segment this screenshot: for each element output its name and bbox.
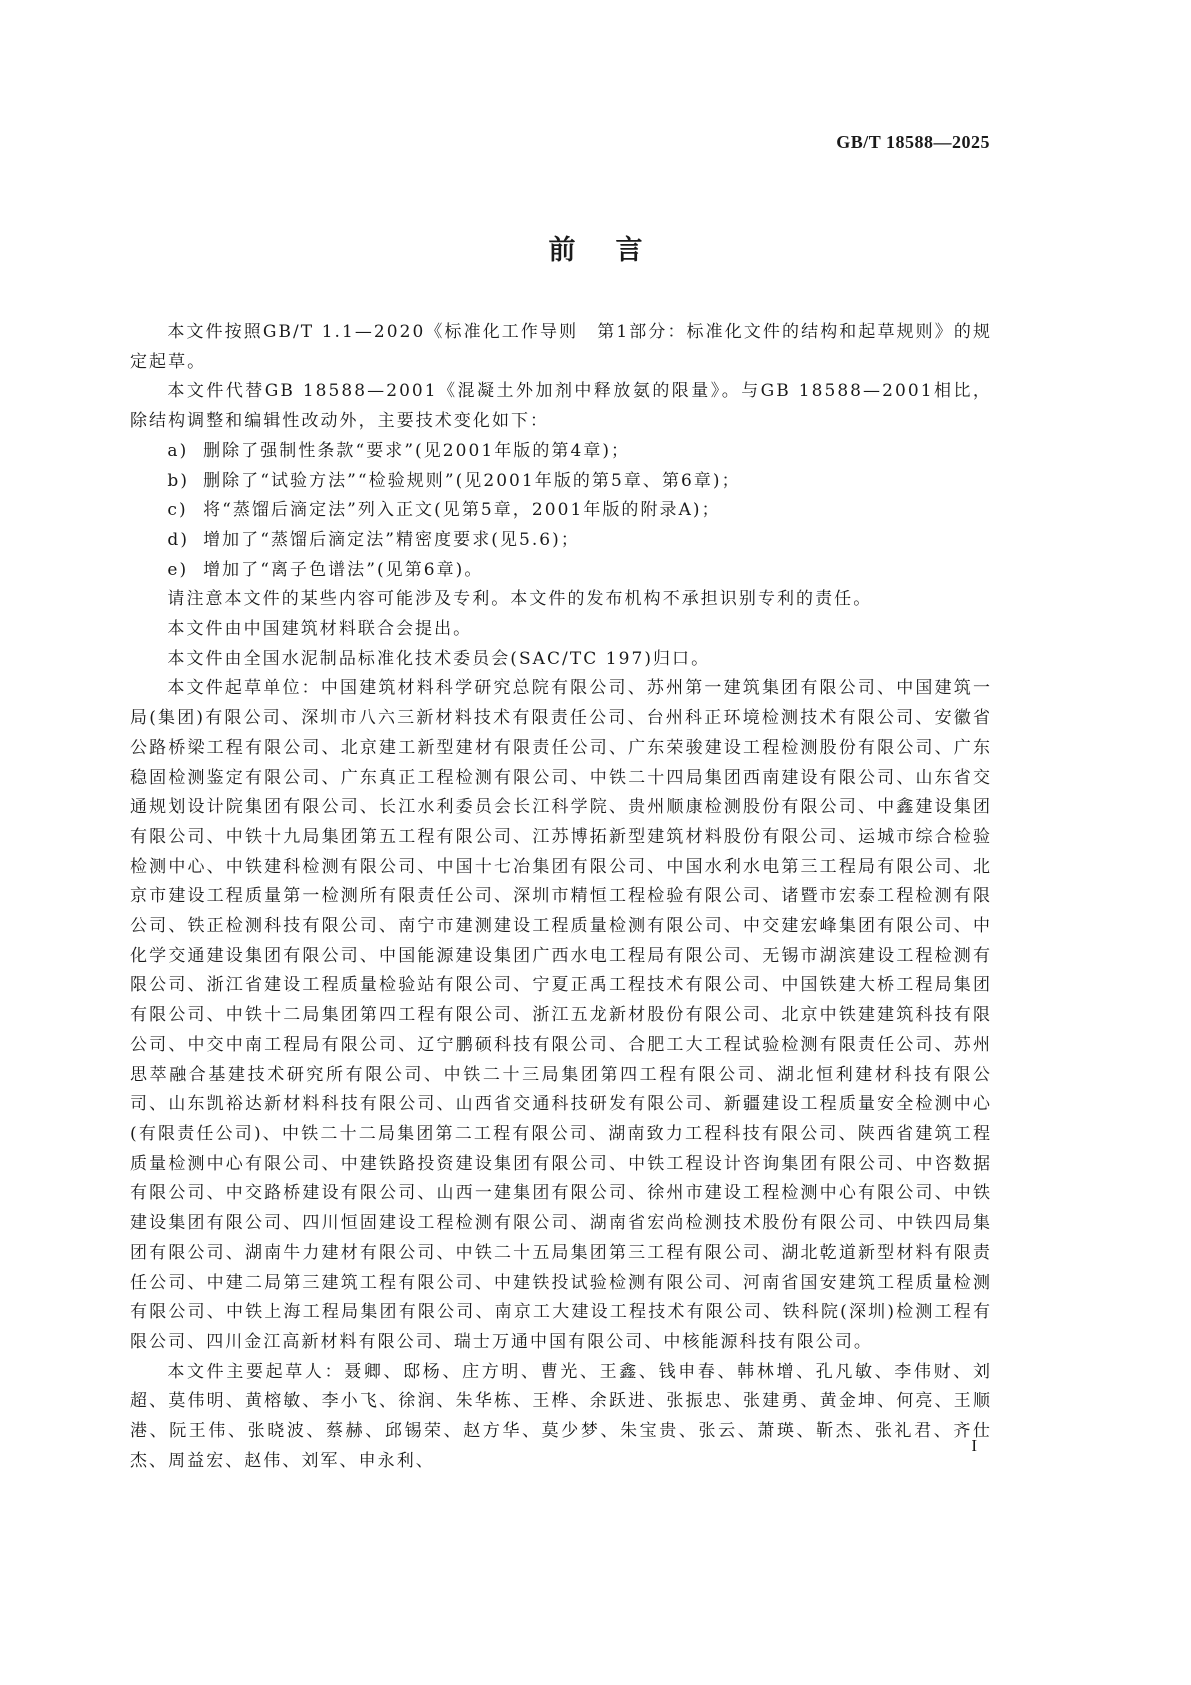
change-item: [130, 526, 992, 556]
paragraph-drafting-rules: 本文件按照GB/T 1.1—2020《标准化工作导则 第1部分：标准化文件的结构和起草规则》的规定起草。: [130, 322, 992, 372]
page-title: 前言: [548, 235, 683, 266]
change-item-label: a): [167, 440, 189, 461]
paragraph-replacement: 本文件代替GB 18588—2001《混凝土外加剂中释放氨的限量》。与GB 18588—2001相比，除结构调整和编辑性改动外，主要技术变化如下：: [130, 381, 992, 432]
change-item-text: 增加了“离子色谱法”(见第6章)。: [203, 559, 484, 580]
change-item: [130, 556, 992, 586]
change-item: [130, 437, 992, 467]
change-item-text: 删除了“试验方法”“检验规则”(见2001年版的第5章、第6章)；: [203, 470, 741, 491]
paragraph-committee: 本文件由全国水泥制品标准化技术委员会(SAC/TC 197)归口。: [167, 648, 711, 669]
standard-number-header: GB/T 18588—2025: [836, 132, 990, 152]
foreword-body: [130, 318, 992, 1476]
change-item-label: b): [167, 470, 190, 491]
page-number: I: [971, 1436, 977, 1455]
paragraph-drafting-units: 本文件起草单位：中国建筑材料科学研究总院有限公司、苏州第一建筑集团有限公司、中国建筑一局(集团)有限公司、深圳市八六三新材料技术有限责任公司、台州科正环境检测技术有限公司、安徽省公路桥梁工程有限公司、北京建工新型建材有限责任公司、广东荣骏建设工程检测股份有限公司、广东稳固检测鉴定有限公司、广东真正工程检测有限公司、中铁二十四局集团西南建设有限公司、山东省交通规划设计院集团有限公司、长江水利委员会长江科学院、贵州顺康检测股份有限公司、中鑫建设集团有限公司、中铁十九局集团第五工程有限公司、江苏博拓新型建筑材料股份有限公司、运城市综合检验检测中心、中铁建科检测有限公司、中国十七冶集团有限公司、中国水利水电第三工程局有限公司、北京市建设工程质量第一检测所有限责任公司、深圳市精恒工程检验有限公司、诸暨市宏泰工程检测有限公司、铁正检测科技有限公司、南宁市建测建设工程质量检测有限公司、中交建宏峰集团有限公司、中化学交通建设集团有限公司、中国能源建设集团广西水电工程局有限公司、无锡市湖滨建设工程检测有限公司、浙江省建设工程质量检验站有限公司、宁夏正禹工程技术有限公司、中国铁建大桥工程局集团有限公司、中铁十二局集团第四工程有限公司、浙江五龙新材股份有限公司、北京中铁建建筑科技有限公司、中交中南工程局有限公司、辽宁鹏硕科技有限公司、合肥工大工程试验检测有限责任公司、苏州思萃融合基建技术研究所有限公司、中铁二十三局集团第四工程有限公司、湖北恒利建材科技有限公司、山东凯裕达新材料科技有限公司、山西省交通科技研发有限公司、新疆建设工程质量安全检测中心(有限责任公司)、中铁二十二局集团第二工程有限公司、湖南致力工程科技有限公司、陕西省建筑工程质量检测中心有限公司、中建铁路投资建设集团有限公司、中铁工程设计咨询集团有限公司、中咨数据有限公司、中交路桥建设有限公司、山西一建集团有限公司、徐州市建设工程检测中心有限公司、中铁建设集团有限公司、四川恒固建设工程检测有限公司、湖南省宏尚检测技术股份有限公司、中铁四局集团有限公司、湖南牛力建材有限公司、中铁二十五局集团第三工程有限公司、湖北乾道新型材料有限责任公司、中建二局第三建筑工程有限公司、中建铁投试验检测有限公司、河南省国安建筑工程质量检测有限公司、中铁上海工程局集团有限公司、南京工大建设工程技术有限公司、铁科院(深圳)检测工程有限公司、四川金江高新材料有限公司、瑞士万通中国有限公司、中核能源科技有限公司。: [130, 678, 992, 1352]
change-item-text: 增加了“蒸馏后滴定法”精密度要求(见5.6)；: [203, 529, 580, 550]
change-item-label: c): [167, 500, 188, 521]
change-item-label: d): [167, 529, 190, 550]
change-item: [130, 496, 992, 526]
paragraph-drafters: 本文件主要起草人：聂卿、邸杨、庄方明、曹光、王鑫、钱申春、韩林增、孔凡敏、李伟财、刘超、莫伟明、黄榕敏、李小飞、徐润、朱华栋、王桦、余跃进、张振忠、张建勇、黄金坤、何亮、王顺港、阮王伟、张晓波、蔡赫、邱锡荣、赵方华、莫少梦、朱宝贵、张云、萧瑛、靳杰、张礼君、齐仕杰、周益宏、赵伟、刘军、申永利、: [130, 1361, 992, 1471]
paragraph-proposer: 本文件由中国建筑材料联合会提出。: [167, 619, 473, 640]
change-item-text: 将“蒸馏后滴定法”列入正文(见第5章，2001年版的附录A)；: [203, 500, 721, 521]
paragraph-patent-notice: 请注意本文件的某些内容可能涉及专利。本文件的发布机构不承担识别专利的责任。: [167, 589, 873, 610]
change-item-label: e): [167, 559, 189, 580]
change-item-text: 删除了强制性条款“要求”(见2001年版的第4章)；: [203, 440, 631, 461]
change-item: [130, 467, 992, 497]
